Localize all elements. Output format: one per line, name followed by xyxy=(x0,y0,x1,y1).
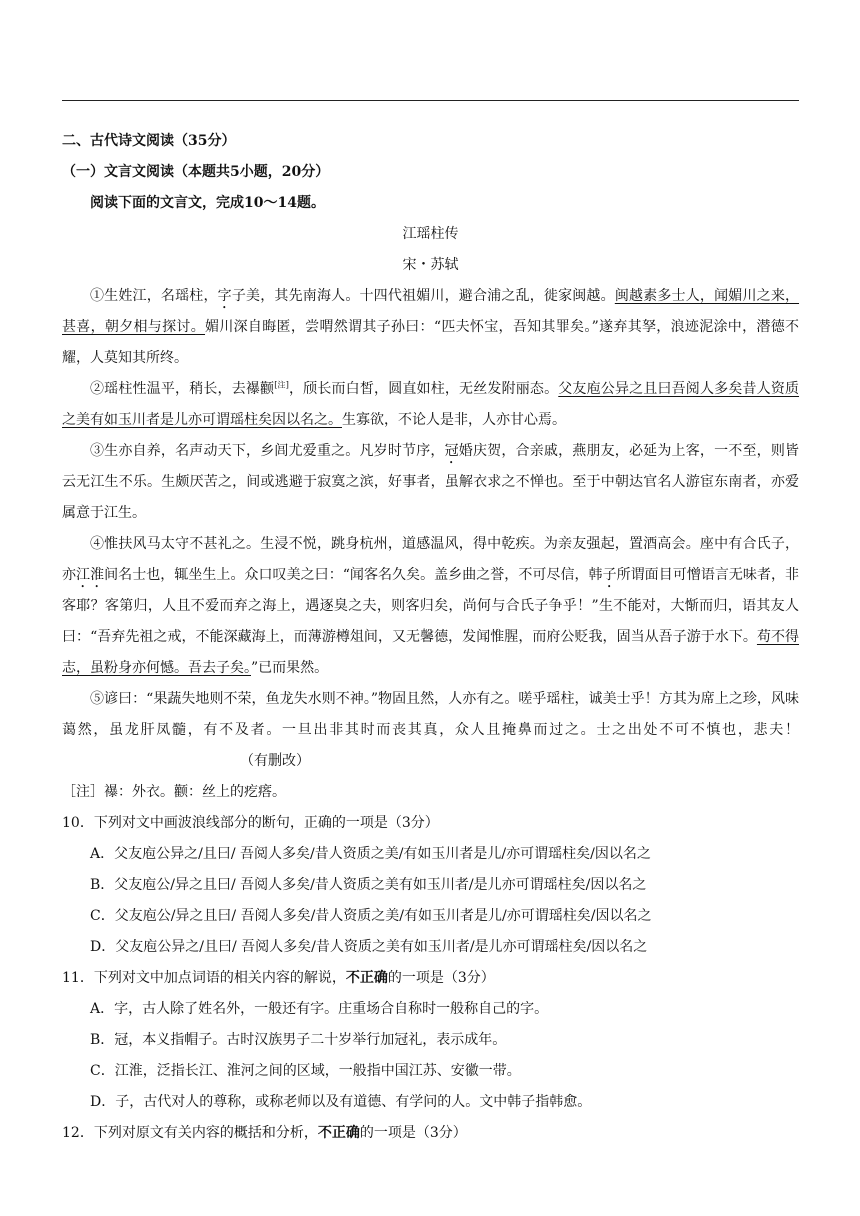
question-10-option-d: D．父友庖公异之/且曰/ 吾阅人多矣/昔人资质之美有如玉川者/是儿亦可谓瑶柱矣/因以名之 xyxy=(90,939,648,955)
passage-title: 江瑶柱传 xyxy=(402,226,459,242)
underlined-sentence-1: 闽越素多士人，闻媚川之来，甚喜，朝夕相与探讨。 xyxy=(62,288,800,335)
footnote: ［注］襮：外衣。颧：丝上的疙瘩。 xyxy=(62,784,286,800)
question-10-option-b: B．父友庖公/异之且曰/ 吾阅人多矣/昔人资质之美有如玉川者/是儿亦可谓瑶柱矣/因以名之 xyxy=(90,877,647,893)
dotted-word-zi2: 子 xyxy=(602,567,617,583)
question-11-option-a: A．字，古人除了姓名外，一般还有字。庄重场合自称时一般称自己的字。 xyxy=(90,1001,549,1017)
underlined-sentence-2: 苟不得志，虽粉身亦何憾。吾去子矣。 xyxy=(62,629,800,676)
section-title: 二、古代诗文阅读（35分） xyxy=(62,133,236,149)
dotted-word-jianghuai: 江淮 xyxy=(76,567,105,583)
question-10-option-a: A．父友庖公异之/且曰/ 吾阅人多矣/昔人资质之美/有如玉川者是儿/亦可谓瑶柱矣/因以名之 xyxy=(90,846,651,862)
question-11-option-c: C．江淮，泛指长江、淮河之间的区域，一般指中国江苏、安徽一带。 xyxy=(90,1063,521,1079)
question-11-option-b: B．冠，本义指帽子。古时汉族男子二十岁举行加冠礼，表示成年。 xyxy=(90,1032,507,1048)
dotted-word-guan: 冠 xyxy=(444,443,459,459)
question-10-option-c: C．父友庖公/异之且曰/ 吾阅人多矣/昔人资质之美/有如玉川者是儿/亦可谓瑶柱矣/因以名之 xyxy=(90,908,652,924)
question-12-stem: 12．下列对原文有关内容的概括和分析，不正确的一项是（3分） xyxy=(62,1125,467,1141)
document-page xyxy=(62,126,799,1149)
paragraph-3: ③生亦自养，名声动天下，乡闾尤爱重之。凡岁时节序，冠婚庆贺，合亲戚，燕朋友，必延为上客，一不至，则皆云无江生不乐。生颇厌苦之，间或逃避于寂寞之滨，好事者，虽解衣求之不惮也。至于中朝达官名人游宦东南者，亦爱属意于江生。 xyxy=(62,443,800,521)
footnote-marker: [注] xyxy=(274,380,289,390)
question-10-stem: 10．下列对文中画波浪线部分的断句，正确的一项是（3分） xyxy=(62,815,439,831)
source-note: （有删改） xyxy=(240,753,310,769)
paragraph-5: ⑤谚曰：“果蔬失地则不荣，鱼龙失水则不神。”物固且然，人亦有之。嗟乎瑶柱，诚美士乎！方其为席上之珍，风味蔼然，虽龙肝凤髓，有不及者。一旦出非其时而丧其真，众人且掩鼻而过之。士之出处不可不慎也，悲夫！（有删改） xyxy=(62,684,799,777)
passage-author: 宋・苏轼 xyxy=(402,257,459,273)
header-rule xyxy=(62,100,799,101)
dotted-word-zi: 字 xyxy=(217,288,232,304)
instruction: 阅读下面的文言文，完成10～14题。 xyxy=(90,195,325,211)
question-11-stem: 11．下列对文中加点词语的相关内容的解说，不正确的一项是（3分） xyxy=(62,970,495,986)
wavy-underlined-sentence: 父友庖公异之且曰吾阅人多矣昔人资质之美有如玉川者是儿亦可谓瑶柱矣因以名之。 xyxy=(62,381,800,428)
subsection-title: （一）文言文阅读（本题共5小题，20分） xyxy=(62,164,330,180)
question-11-option-d: D．子，古代对人的尊称，或称老师以及有道德、有学问的人。文中韩子指韩愈。 xyxy=(90,1094,592,1110)
paragraph-4: ④惟扶风马太守不甚礼之。生浸不悦，跳身杭州，道感温风，得中乾疾。为亲友强起，置酒高会。座中有合氏子，亦江淮间名士也，辄坐生上。众口叹美之曰：“闻客名久矣。盖乡曲之誉，不可尽信，韩子所谓面目可憎语言无味者，非客耶？客第归，人且不爱而弃之海上，遇逐臭之夫，则客归矣，尚何与合氏子争乎！”生不能对，大惭而归，语其友人曰：“吾弃先祖之戒，不能深藏海上，而薄游樽俎间，又无馨德，发闻惟腥，而府公贬我，固当从吾子游于水下。苟不得志，虽粉身亦何憾。吾去子矣。”已而果然。 xyxy=(62,536,800,676)
paragraph-2: ②瑶柱性温平，稍长，去襮颧[注]，颀长而白皙，圆直如柱，无丝发附丽态。父友庖公异之且曰吾阅人多矣昔人资质之美有如玉川者是儿亦可谓瑶柱矣因以名之。生寡欲，不论人是非，人亦甘心焉。 xyxy=(62,380,800,428)
paragraph-1: ①生姓江，名瑶柱，字子美，其先南海人。十四代祖媚川，避合浦之乱，徙家闽越。闽越素多士人，闻媚川之来，甚喜，朝夕相与探讨。媚川深自晦匿，尝喟然谓其子孙曰：“匹夫怀宝，吾知其罪矣。”遂弃其孥，浪迹泥涂中，潜德不耀，人莫知其所终。 xyxy=(62,288,800,366)
